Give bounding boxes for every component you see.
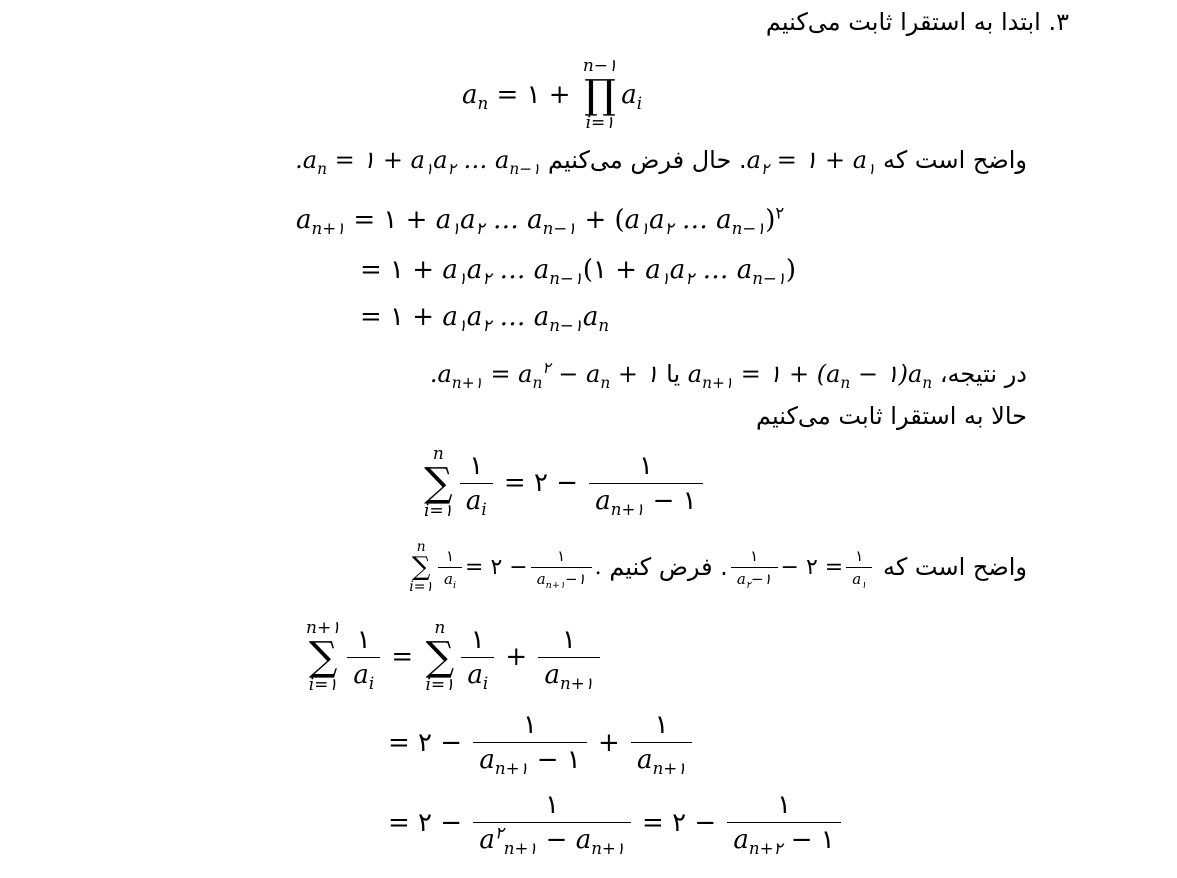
product-upper-limit: n−۱: [582, 56, 618, 76]
item-heading: [766, 8, 1069, 36]
equation-sum-reciprocal: n ∑ i=۱ $\frac{۱}{a_i}$ = ۲ − $\frac{۱}{a_{n+۱} - ۱}$: [420, 446, 706, 520]
sum-operator: n ∑ i=۱: [424, 444, 453, 521]
result-statement: در نتیجه، $a_{n+۱}$ = ۱ + ($a_n$ − $۱)a_n$ یا $.a_{n+۱} = a_n^۲ - a_n$ + ۱: [429, 359, 1027, 392]
product-operator: n−۱ ∏ i=۱: [582, 56, 618, 133]
heading-text: ابتدا به استقرا ثابت می‌کنیم: [765, 8, 1041, 36]
derivation-1-line-3: = ۱ + $a_۱a_۲$ … $a_{n-۱}a_n$: [360, 302, 610, 336]
clear-statement-2-mid: . فرض کنیم: [609, 553, 728, 581]
derivation-2-line-3: = ۲ − $\frac{۱}{a^۲_{n+۱} - a_{n+۱}}$ = ۲ − $\frac{۱}{a_{n+۲} - ۱}$: [388, 790, 844, 855]
equation-an-product: $a_n$ = ۱ + n−۱ ∏ i=۱ $a_i$: [462, 56, 643, 133]
heading-2: حالا به استقرا ثابت می‌کنیم: [756, 402, 1027, 430]
product-lower-limit: i=۱: [585, 113, 615, 133]
clear-statement-2-prefix: واضح است که: [882, 553, 1027, 581]
result-prefix: در نتیجه،: [939, 360, 1027, 388]
result-or: یا: [666, 360, 681, 388]
clear-statement-1-mid: . حال فرض می‌کنیم: [548, 146, 747, 174]
derivation-1-line-2: = ۱ + $a_۱a_۲$ … $a_{n-۱}(۱ + a_۱a_۲$ … $a_{n-۱}$): [360, 255, 796, 289]
clear-statement-2: واضح است که $\frac{۱}{a_۲-۱}$ − ۲ = $\frac{۱}{a_۱}$ . فرض کنیم n ∑ i=۱ $\frac{۱}{a_i}$ = ۲ − $\frac{۱}{a_{n+۱}-۱}$ .: [409, 539, 1027, 595]
derivation-1-line-1: $a_{n+۱}$ = ۱ + $a_۱a_۲$ … $a_{n-۱} + (a_۱a_۲$ … $a_{n-۱})^۲$: [296, 203, 785, 239]
item-number: ۳.: [1048, 8, 1069, 36]
derivation-2-line-2: = ۲ − $\frac{۱}{a_{n+۱} - ۱}$ + $\frac{۱}{a_{n+۱}}$: [388, 710, 695, 775]
clear-statement-1: واضح است که $a_۲$ = ۱ + $a_۱$. حال فرض می‌کنیم $.a_n$ = ۱ + $a_۱a_۲$ … $a_{n-۱}$: [295, 146, 1027, 178]
clear-statement-1-prefix: واضح است که: [882, 146, 1027, 174]
derivation-2-line-1: n+۱ ∑ i=۱ $\frac{۱}{a_i}$ = n ∑ i=۱ $\frac{۱}{a_i}$ + $\frac{۱}{a_{n+۱}}$: [302, 620, 603, 694]
